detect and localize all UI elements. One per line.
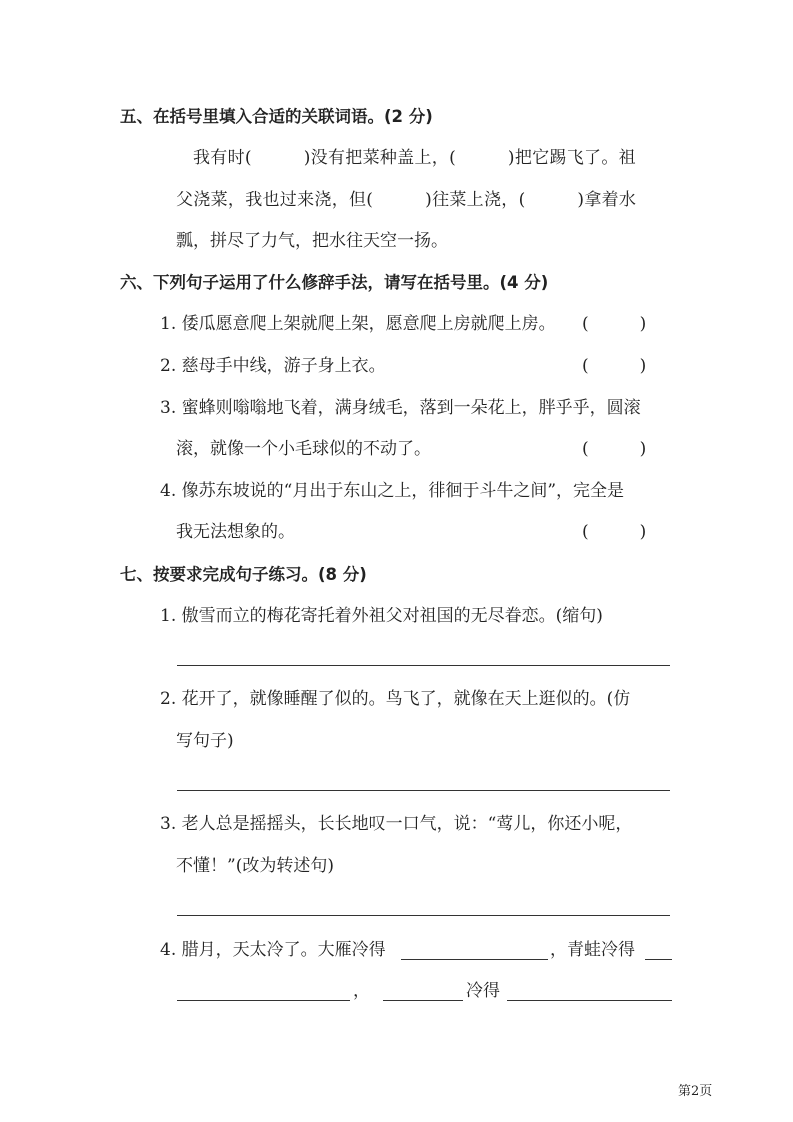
section7-item1-text: 1. 傲雪而立的梅花寄托着外祖父对祖国的无尽眷恋。(缩句) (160, 606, 603, 626)
section7-item3-answer-line[interactable] (177, 915, 670, 916)
section7-item1-answer-line[interactable] (177, 665, 670, 666)
section7-item4-blank1[interactable] (401, 959, 548, 960)
section6-item3-answer-paren[interactable]: ( ) (582, 439, 647, 459)
section7-item4-mid1: ，青蛙冷得 (550, 940, 635, 960)
section6-item2-text: 2. 慈母手中线，游子身上衣。 (160, 356, 386, 376)
section6-item3-line2: 滚，就像一个小毛球似的不动了。 (176, 439, 431, 459)
section7-item2-line1: 2. 花开了，就像睡醒了似的。鸟飞了，就像在天上逛似的。(仿 (160, 689, 631, 709)
section5-line1: 我有时( )没有把菜种盖上，( )把它踢飞了。祖 (193, 148, 636, 168)
section7-item4-blank4[interactable] (507, 1000, 672, 1001)
section6-item4-line2: 我无法想象的。 (176, 522, 295, 542)
section7-item4-blank2b[interactable] (177, 1000, 350, 1001)
section7-item4-blank2a[interactable] (645, 959, 672, 960)
section5-line3: 瓢，拼尽了力气，把水往天空一扬。 (176, 231, 448, 251)
section6-title: 六、下列句子运用了什么修辞手法，请写在括号里。(4 分) (120, 273, 549, 292)
section6-item1-text: 1. 倭瓜愿意爬上架就爬上架，愿意爬上房就爬上房。 (160, 314, 556, 334)
section5-line2: 父浇菜，我也过来浇，但( )往菜上浇，( )拿着水 (176, 190, 637, 210)
section7-item4-prefix: 4. 腊月，天太冷了。大雁冷得 (160, 940, 386, 960)
section7-item2-line2: 写句子) (176, 731, 234, 751)
section6-item4-line1: 4. 像苏东坡说的“月出于东山之上，徘徊于斗牛之间”，完全是 (160, 481, 625, 501)
section7-item4-comma: ， (353, 981, 370, 1001)
section6-item2-answer-paren[interactable]: ( ) (582, 356, 647, 376)
section7-item4-blank3[interactable] (383, 1000, 463, 1001)
section7-item4-mid2: 冷得 (466, 981, 500, 1001)
section6-item3-line1: 3. 蜜蜂则嗡嗡地飞着，满身绒毛，落到一朵花上，胖乎乎，圆滚 (160, 398, 641, 418)
section6-item4-answer-paren[interactable]: ( ) (582, 522, 647, 542)
section5-title: 五、在括号里填入合适的关联词语。(2 分) (120, 107, 433, 126)
section6-item1-answer-paren[interactable]: ( ) (582, 314, 647, 334)
page-number: 第2页 (678, 1084, 713, 1099)
section7-item2-answer-line[interactable] (177, 790, 670, 791)
section7-title: 七、按要求完成句子练习。(8 分) (120, 565, 367, 584)
section7-item3-line1: 3. 老人总是摇摇头，长长地叹一口气，说：“莺儿，你还小呢， (160, 814, 633, 834)
section7-item3-line2: 不懂！”(改为转述句) (176, 856, 334, 876)
